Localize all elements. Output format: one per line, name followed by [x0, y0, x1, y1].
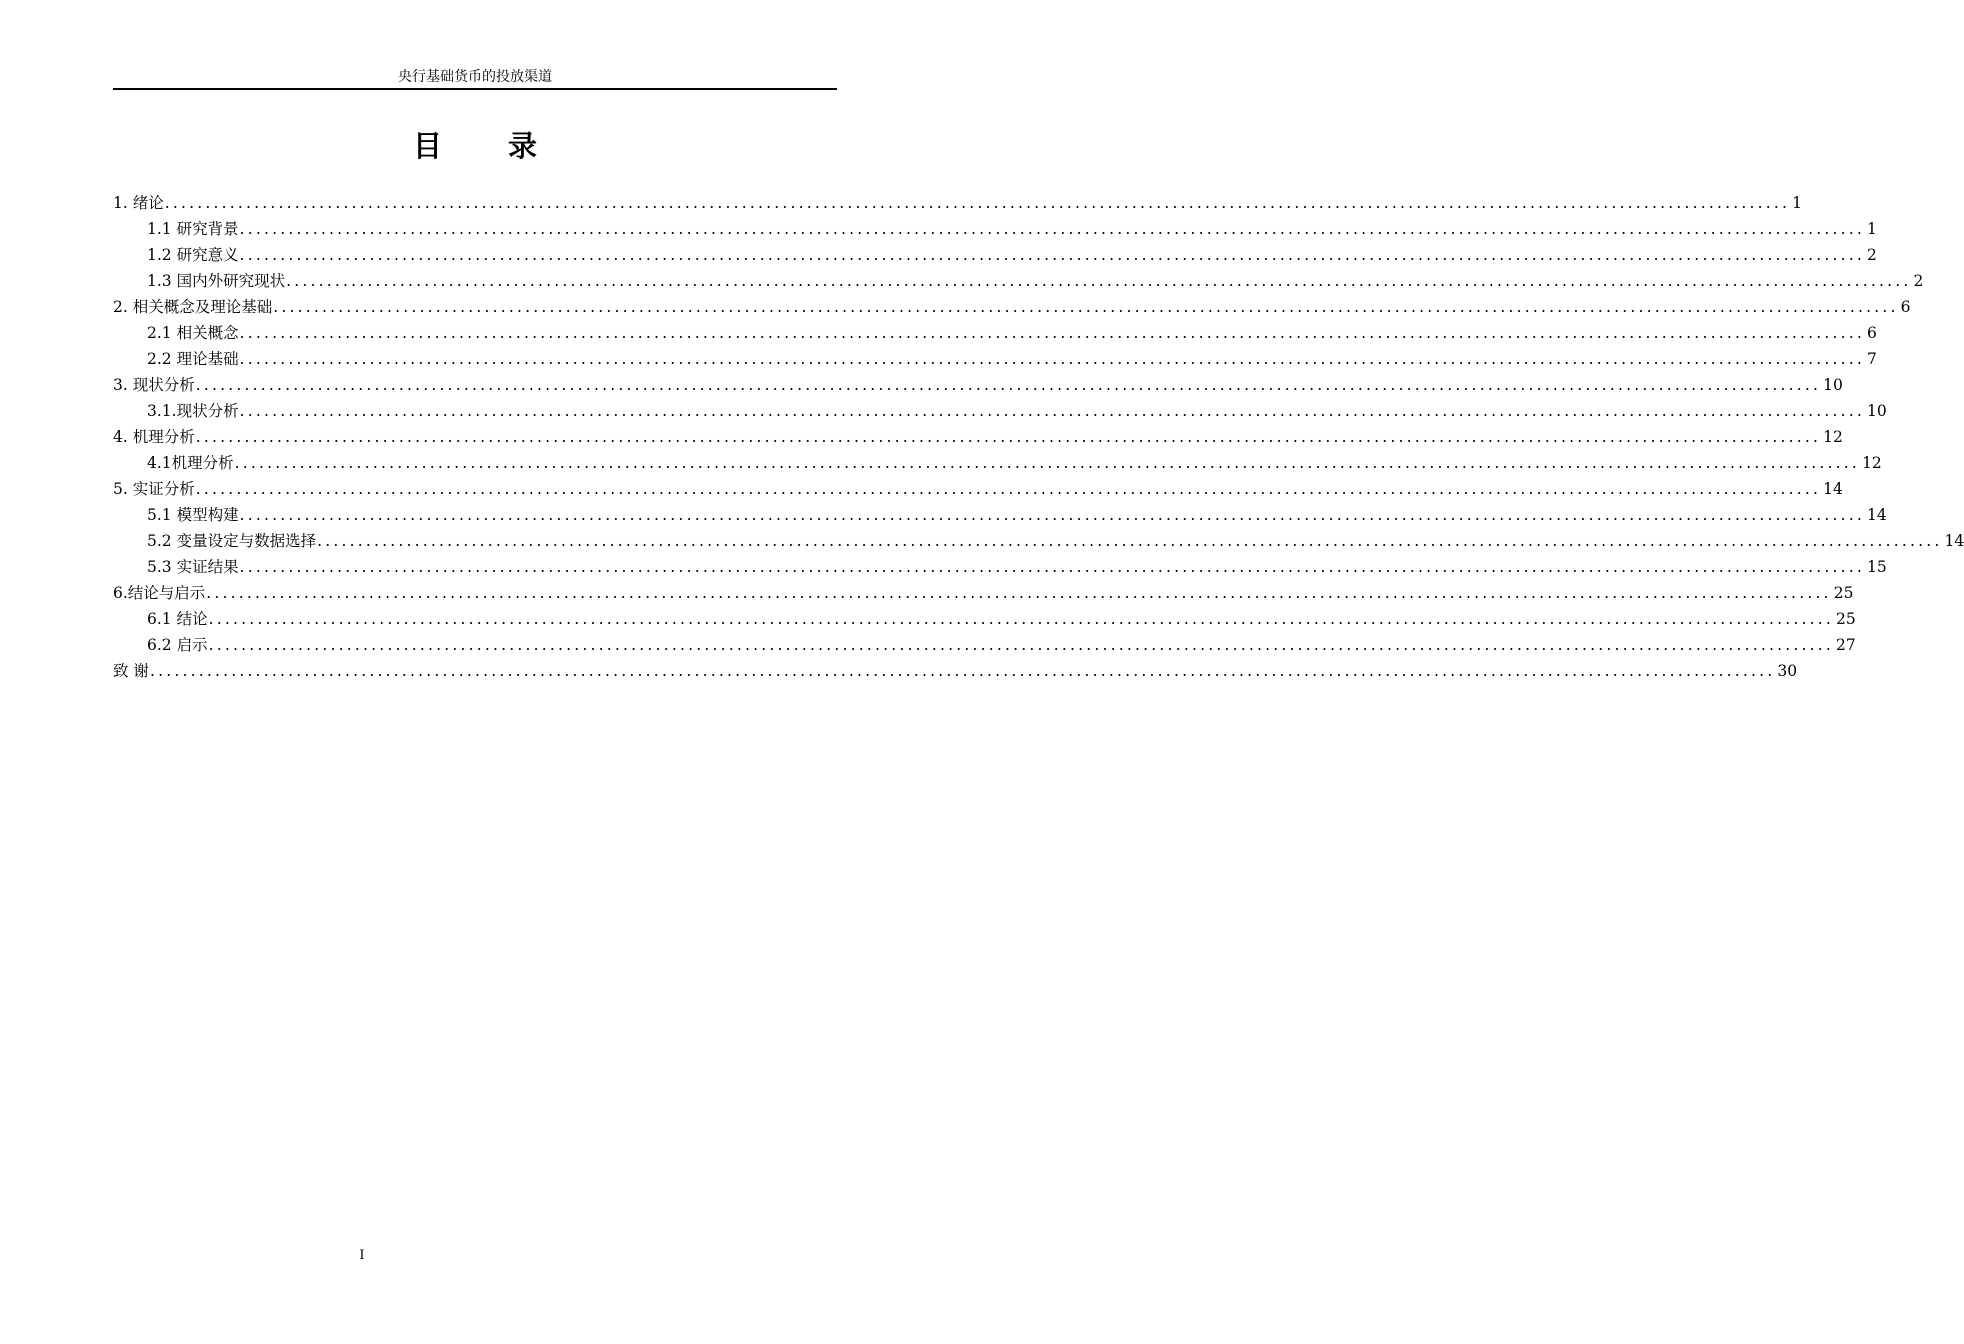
toc-entry[interactable]: [113, 658, 1798, 684]
toc-entry-title: 2.2 理论基础: [147, 350, 239, 368]
toc-entry-title: 6.2 启示: [147, 636, 208, 654]
toc-entry[interactable]: [113, 294, 1911, 320]
toc-entry-title: 1. 绪论: [113, 194, 164, 212]
running-header: 央行基础货币的投放渠道: [113, 66, 837, 90]
toc-entry[interactable]: [113, 320, 1877, 346]
toc-dot-leader: ........................................................................................................................................................................................................: [195, 480, 1822, 498]
toc-dot-leader: ........................................................................................................................................................................................................: [273, 298, 1899, 316]
toc-entry-title: 5.2 变量设定与数据选择: [147, 532, 317, 550]
toc-entry-page: 27: [1835, 636, 1856, 654]
toc-entry-title: 致 谢: [113, 662, 149, 680]
toc-entry[interactable]: [113, 580, 1854, 606]
toc-dot-leader: ........................................................................................................................................................................................................: [195, 428, 1822, 446]
toc-entry[interactable]: [113, 216, 1877, 242]
page-title: 目 录: [412, 129, 566, 163]
toc-entry-page: 12: [1823, 428, 1843, 446]
toc-entry-title: 4.1机理分析: [147, 454, 234, 472]
toc-entry-page: 14: [1944, 532, 1964, 550]
toc-dot-leader: ........................................................................................................................................................................................................: [239, 246, 1865, 264]
toc-entry-page: 14: [1866, 506, 1887, 524]
toc-entry-title: 3. 现状分析: [113, 376, 195, 394]
toc-entry[interactable]: [113, 372, 1843, 398]
toc-entry-page: 10: [1866, 402, 1887, 420]
toc-dot-leader: ........................................................................................................................................................................................................: [286, 272, 1912, 290]
toc-entry-page: 6: [1866, 324, 1877, 342]
toc-entry[interactable]: [113, 346, 1877, 372]
toc-dot-leader: ........................................................................................................................................................................................................: [239, 402, 1865, 420]
toc-entry-title: 1.2 研究意义: [147, 246, 239, 264]
toc-dot-leader: ........................................................................................................................................................................................................: [208, 636, 1834, 654]
toc-entry-page: 25: [1833, 584, 1854, 602]
toc-dot-leader: ........................................................................................................................................................................................................: [208, 610, 1834, 628]
toc-entry[interactable]: [113, 424, 1843, 450]
toc-dot-leader: ........................................................................................................................................................................................................: [149, 662, 1776, 680]
toc-entry-title: 1.1 研究背景: [147, 220, 239, 238]
toc-entry[interactable]: [113, 190, 1802, 216]
toc-entry[interactable]: [113, 398, 1887, 424]
toc-entry-page: 25: [1835, 610, 1856, 628]
toc-entry-page: 14: [1823, 480, 1843, 498]
toc-entry-title: 6.结论与启示: [113, 584, 206, 602]
table-of-contents: [113, 190, 1964, 684]
toc-entry[interactable]: [113, 606, 1856, 632]
toc-dot-leader: ........................................................................................................................................................................................................: [239, 506, 1865, 524]
toc-entry-page: 2: [1913, 272, 1924, 290]
toc-dot-leader: ........................................................................................................................................................................................................: [206, 584, 1832, 602]
toc-entry[interactable]: [113, 528, 1964, 554]
toc-entry-title: 1.3 国内外研究现状: [147, 272, 286, 290]
toc-entry-page: 30: [1777, 662, 1798, 680]
toc-dot-leader: ........................................................................................................................................................................................................: [164, 194, 1791, 212]
toc-entry[interactable]: [113, 502, 1887, 528]
toc-entry-page: 6: [1900, 298, 1911, 316]
toc-dot-leader: ........................................................................................................................................................................................................: [234, 454, 1861, 472]
toc-entry-page: 2: [1866, 246, 1877, 264]
toc-entry[interactable]: [113, 632, 1856, 658]
toc-dot-leader: ........................................................................................................................................................................................................: [239, 324, 1865, 342]
toc-entry-page: 1: [1792, 194, 1802, 212]
toc-entry-page: 15: [1866, 558, 1887, 576]
toc-entry-title: 5. 实证分析: [113, 480, 195, 498]
toc-entry-page: 12: [1862, 454, 1882, 472]
toc-entry-title: 3.1.现状分析: [147, 402, 239, 420]
toc-entry-page: 7: [1866, 350, 1877, 368]
toc-entry[interactable]: [113, 554, 1887, 580]
toc-entry-page: 10: [1823, 376, 1843, 394]
toc-entry-title: 5.1 模型构建: [147, 506, 239, 524]
toc-entry-title: 2.1 相关概念: [147, 324, 239, 342]
toc-dot-leader: ........................................................................................................................................................................................................: [195, 376, 1822, 394]
toc-entry[interactable]: [113, 476, 1843, 502]
toc-entry-title: 2. 相关概念及理论基础: [113, 298, 273, 316]
toc-dot-leader: ........................................................................................................................................................................................................: [239, 220, 1865, 238]
toc-entry-title: 6.1 结论: [147, 610, 208, 628]
page-number: I: [359, 1248, 365, 1263]
toc-entry-page: 1: [1866, 220, 1877, 238]
toc-entry-title: 4. 机理分析: [113, 428, 195, 446]
toc-entry[interactable]: [113, 450, 1882, 476]
toc-dot-leader: ........................................................................................................................................................................................................: [239, 558, 1865, 576]
toc-dot-leader: ........................................................................................................................................................................................................: [239, 350, 1865, 368]
toc-entry[interactable]: [113, 242, 1877, 268]
toc-entry-title: 5.3 实证结果: [147, 558, 239, 576]
toc-dot-leader: ........................................................................................................................................................................................................: [317, 532, 1943, 550]
toc-entry[interactable]: [113, 268, 1924, 294]
